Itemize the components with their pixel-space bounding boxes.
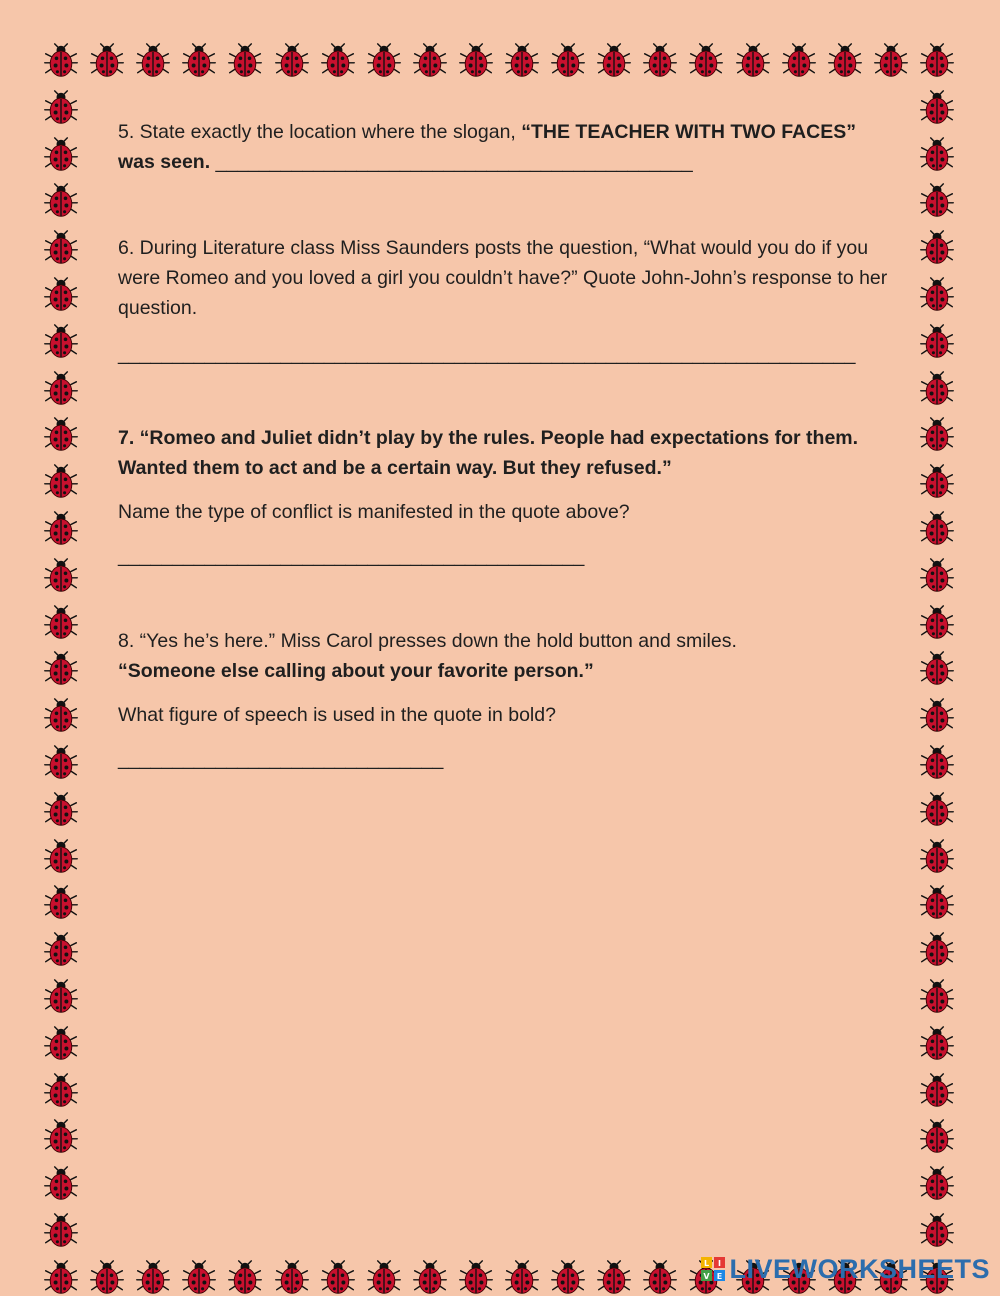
ladybug-icon — [550, 1260, 586, 1296]
ladybug-icon — [43, 1073, 79, 1109]
ladybug-icon — [43, 137, 79, 173]
question-6-answer-blank[interactable]: ____________________________________________________________________ — [118, 343, 856, 365]
liveworksheets-wordmark: LIVEWORKSHEETS — [729, 1253, 990, 1284]
ladybug-icon — [43, 464, 79, 500]
ladybug-icon — [919, 698, 955, 734]
ladybug-icon — [43, 932, 79, 968]
question-7 — [118, 423, 898, 571]
logo-letter-i: I — [718, 1259, 722, 1268]
ladybug-icon — [43, 698, 79, 734]
ladybug-icon — [919, 324, 955, 360]
ladybug-icon — [43, 1026, 79, 1062]
ladybug-icon — [274, 1260, 310, 1296]
ladybug-icon — [919, 605, 955, 641]
ladybug-icon — [596, 43, 632, 79]
ladybug-icon — [43, 324, 79, 360]
ladybug-icon — [919, 371, 955, 407]
ladybug-icon — [43, 230, 79, 266]
ladybug-icon — [781, 43, 817, 79]
ladybug-icon — [43, 183, 79, 219]
ladybug-icon — [504, 1260, 540, 1296]
ladybug-icon — [227, 1260, 263, 1296]
ladybug-icon — [43, 1213, 79, 1249]
ladybug-icon — [919, 464, 955, 500]
question-8-answer-blank[interactable]: ______________________________ — [118, 748, 444, 770]
question-8-line1: 8. “Yes he’s here.” Miss Carol presses down the hold button and smiles. — [118, 630, 737, 652]
ladybug-icon — [412, 1260, 448, 1296]
ladybug-icon — [873, 43, 909, 79]
liveworksheets-logo[interactable] — [701, 1251, 990, 1287]
ladybug-icon — [274, 43, 310, 79]
liveworksheets-logo-icon — [701, 1257, 725, 1281]
ladybug-icon — [43, 43, 79, 79]
ladybug-icon — [919, 277, 955, 313]
ladybug-icon — [320, 1260, 356, 1296]
ladybug-icon — [320, 43, 356, 79]
ladybug-icon — [919, 137, 955, 173]
ladybug-icon — [919, 745, 955, 781]
logo-letter-l: L — [704, 1259, 710, 1268]
ladybug-icon — [642, 1260, 678, 1296]
question-8-prompt: What figure of speech is used in the quote in bold? — [118, 704, 556, 726]
ladybug-icon — [919, 511, 955, 547]
ladybug-icon — [43, 1166, 79, 1202]
ladybug-icon — [596, 1260, 632, 1296]
ladybug-icon — [43, 1119, 79, 1155]
ladybug-icon — [919, 932, 955, 968]
ladybug-icon — [43, 1260, 79, 1296]
ladybug-icon — [366, 43, 402, 79]
ladybug-icon — [919, 979, 955, 1015]
ladybug-icon — [43, 885, 79, 921]
ladybug-icon — [919, 183, 955, 219]
question-5 — [118, 117, 898, 177]
ladybug-icon — [89, 43, 125, 79]
ladybug-icon — [504, 43, 540, 79]
ladybug-icon — [919, 1026, 955, 1062]
ladybug-icon — [43, 511, 79, 547]
ladybug-icon — [135, 1260, 171, 1296]
ladybug-icon — [43, 605, 79, 641]
ladybug-icon — [919, 90, 955, 126]
question-5-slogan: “THE TEACHER WITH TWO FACES” was seen. — [118, 121, 856, 173]
ladybug-icon — [43, 745, 79, 781]
ladybug-icon — [181, 43, 217, 79]
question-5-answer-blank[interactable]: ____________________________________________ — [210, 151, 693, 173]
question-8 — [118, 626, 898, 774]
ladybug-icon — [919, 1213, 955, 1249]
question-8-bold-quote: “Someone else calling about your favorite person.” — [118, 660, 594, 682]
logo-letter-e: E — [717, 1272, 723, 1281]
question-5-text: 5. State exactly the location where the slogan, — [118, 121, 522, 143]
ladybug-icon — [227, 43, 263, 79]
ladybug-icon — [919, 839, 955, 875]
ladybug-icon — [89, 1260, 125, 1296]
ladybug-icon — [43, 651, 79, 687]
ladybug-icon — [181, 1260, 217, 1296]
ladybug-icon — [43, 417, 79, 453]
ladybug-icon — [43, 839, 79, 875]
ladybug-icon — [43, 277, 79, 313]
ladybug-icon — [688, 43, 724, 79]
question-7-quote: 7. “Romeo and Juliet didn’t play by the rules. People had expectations for them. Wanted them to act and be a certain way. But they refused.” — [118, 427, 859, 479]
ladybug-icon — [458, 1260, 494, 1296]
ladybug-icon — [135, 43, 171, 79]
ladybug-icon — [919, 651, 955, 687]
ladybug-icon — [43, 558, 79, 594]
ladybug-icon — [735, 43, 771, 79]
ladybug-icon — [366, 1260, 402, 1296]
question-7-prompt: Name the type of conflict is manifested in the quote above? — [118, 501, 630, 523]
ladybug-icon — [919, 417, 955, 453]
ladybug-icon — [412, 43, 448, 79]
ladybug-icon — [550, 43, 586, 79]
ladybug-icon — [919, 43, 955, 79]
ladybug-icon — [919, 230, 955, 266]
ladybug-icon — [919, 1073, 955, 1109]
ladybug-icon — [642, 43, 678, 79]
ladybug-icon — [919, 1166, 955, 1202]
ladybug-icon — [458, 43, 494, 79]
ladybug-icon — [919, 792, 955, 828]
question-7-answer-blank[interactable]: ___________________________________________ — [118, 545, 585, 567]
ladybug-icon — [919, 558, 955, 594]
ladybug-icon — [919, 885, 955, 921]
ladybug-icon — [43, 792, 79, 828]
ladybug-icon — [43, 371, 79, 407]
question-6-text: 6. During Literature class Miss Saunders posts the question, “What would you do if you were Romeo and you loved a girl you couldn’t have?” Quote John-John’s response to her question. — [118, 237, 888, 319]
question-6 — [118, 233, 898, 369]
ladybug-icon — [43, 90, 79, 126]
ladybug-icon — [827, 43, 863, 79]
ladybug-icon — [919, 1119, 955, 1155]
ladybug-icon — [43, 979, 79, 1015]
logo-letter-v: V — [703, 1272, 711, 1281]
